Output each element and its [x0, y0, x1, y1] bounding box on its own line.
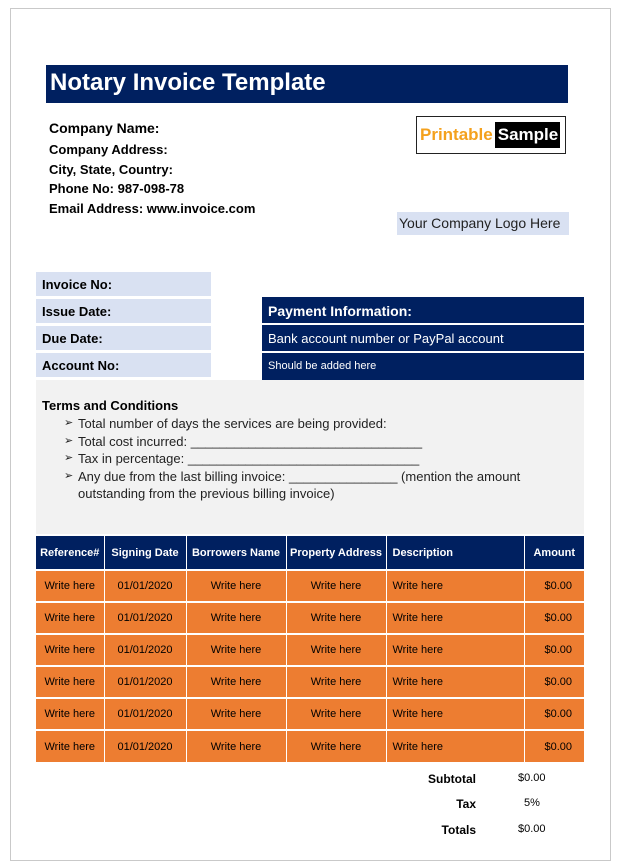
brand-logo-part2: Sample — [495, 122, 560, 148]
cell-property-address[interactable]: Write here — [286, 602, 386, 634]
cell-amount[interactable]: $0.00 — [524, 602, 584, 634]
issue-date-field[interactable]: Issue Date: — [36, 299, 211, 323]
cell-amount[interactable]: $0.00 — [524, 634, 584, 666]
company-phone: Phone No: 987-098-78 — [49, 181, 185, 196]
cell-signing-date[interactable]: 01/01/2020 — [104, 634, 186, 666]
company-address-label: Company Address: — [49, 142, 168, 157]
cell-property-address[interactable]: Write here — [286, 634, 386, 666]
tax-label: Tax — [456, 797, 476, 811]
due-date-field[interactable]: Due Date: — [36, 326, 211, 350]
subtotal-value: $0.00 — [518, 772, 546, 784]
table-row — [36, 666, 584, 698]
cell-borrowers-name[interactable]: Write here — [186, 698, 286, 730]
cell-amount[interactable]: $0.00 — [524, 730, 584, 762]
company-city-label: City, State, Country: — [49, 161, 173, 177]
account-number-field[interactable]: Account No: — [36, 353, 211, 377]
cell-property-address[interactable]: Write here — [286, 730, 386, 762]
header-description: Description — [386, 536, 524, 570]
cell-reference[interactable]: Write here — [36, 730, 104, 762]
invoice-number-field[interactable]: Invoice No: — [36, 272, 211, 296]
cell-signing-date[interactable]: 01/01/2020 — [104, 730, 186, 762]
table-row — [36, 602, 584, 634]
cell-reference[interactable]: Write here — [36, 698, 104, 730]
header-borrowers-name: Borrowers Name — [186, 536, 286, 570]
company-email: Email Address: www.invoice.com — [49, 200, 256, 216]
totals-value: $0.00 — [518, 823, 546, 835]
terms-section — [36, 380, 584, 534]
cell-reference[interactable]: Write here — [36, 634, 104, 666]
cell-description[interactable]: Write here — [386, 602, 524, 634]
cell-reference[interactable]: Write here — [36, 570, 104, 602]
header-signing-date: Signing Date — [104, 536, 186, 570]
cell-reference[interactable]: Write here — [36, 602, 104, 634]
header-reference: Reference# — [36, 536, 104, 570]
company-name-label: Company Name: — [49, 120, 160, 136]
cell-property-address[interactable]: Write here — [286, 666, 386, 698]
table-row — [36, 634, 584, 666]
payment-info-line2: Should be added here — [262, 353, 584, 380]
subtotal-label: Subtotal — [428, 772, 476, 786]
cell-borrowers-name[interactable]: Write here — [186, 634, 286, 666]
cell-borrowers-name[interactable]: Write here — [186, 602, 286, 634]
table-row — [36, 570, 584, 602]
cell-description[interactable]: Write here — [386, 634, 524, 666]
terms-list — [42, 415, 584, 503]
cell-borrowers-name[interactable]: Write here — [186, 730, 286, 762]
cell-signing-date[interactable]: 01/01/2020 — [104, 666, 186, 698]
cell-borrowers-name[interactable]: Write here — [186, 570, 286, 602]
cell-amount[interactable]: $0.00 — [524, 570, 584, 602]
cell-description[interactable]: Write here — [386, 570, 524, 602]
payment-info-line1: Bank account number or PayPal account — [262, 325, 584, 351]
terms-title: Terms and Conditions — [42, 398, 179, 413]
cell-amount[interactable]: $0.00 — [524, 698, 584, 730]
page-title: Notary Invoice Template — [46, 65, 568, 103]
cell-amount[interactable]: $0.00 — [524, 666, 584, 698]
header-property-address: Property Address — [286, 536, 386, 570]
cell-property-address[interactable]: Write here — [286, 570, 386, 602]
cell-description[interactable]: Write here — [386, 730, 524, 762]
table-header-row — [36, 536, 584, 570]
cell-signing-date[interactable]: 01/01/2020 — [104, 698, 186, 730]
invoice-table — [36, 536, 584, 762]
cell-borrowers-name[interactable]: Write here — [186, 666, 286, 698]
cell-reference[interactable]: Write here — [36, 666, 104, 698]
cell-signing-date[interactable]: 01/01/2020 — [104, 570, 186, 602]
terms-item: ➢ Tax in percentage: ________________________________ — [64, 450, 584, 468]
totals-label: Totals — [441, 823, 476, 837]
cell-property-address[interactable]: Write here — [286, 698, 386, 730]
tax-value: 5% — [524, 797, 540, 809]
cell-description[interactable]: Write here — [386, 698, 524, 730]
table-row — [36, 730, 584, 762]
cell-description[interactable]: Write here — [386, 666, 524, 698]
table-row — [36, 698, 584, 730]
company-logo-placeholder: Your Company Logo Here — [397, 212, 569, 235]
header-amount: Amount — [524, 536, 584, 570]
brand-logo — [416, 116, 566, 154]
payment-info-title: Payment Information: — [262, 297, 584, 323]
terms-item: ➢ Total number of days the services are being provided: — [64, 415, 584, 433]
terms-item: ➢ Total cost incurred: ________________________________ — [64, 433, 584, 451]
company-info — [49, 120, 255, 220]
terms-item: ➢ Any due from the last billing invoice: _______________ (mention the amount outstanding from the previous billing invoice) — [64, 468, 584, 503]
cell-signing-date[interactable]: 01/01/2020 — [104, 602, 186, 634]
brand-logo-part1: Printable — [420, 125, 493, 144]
